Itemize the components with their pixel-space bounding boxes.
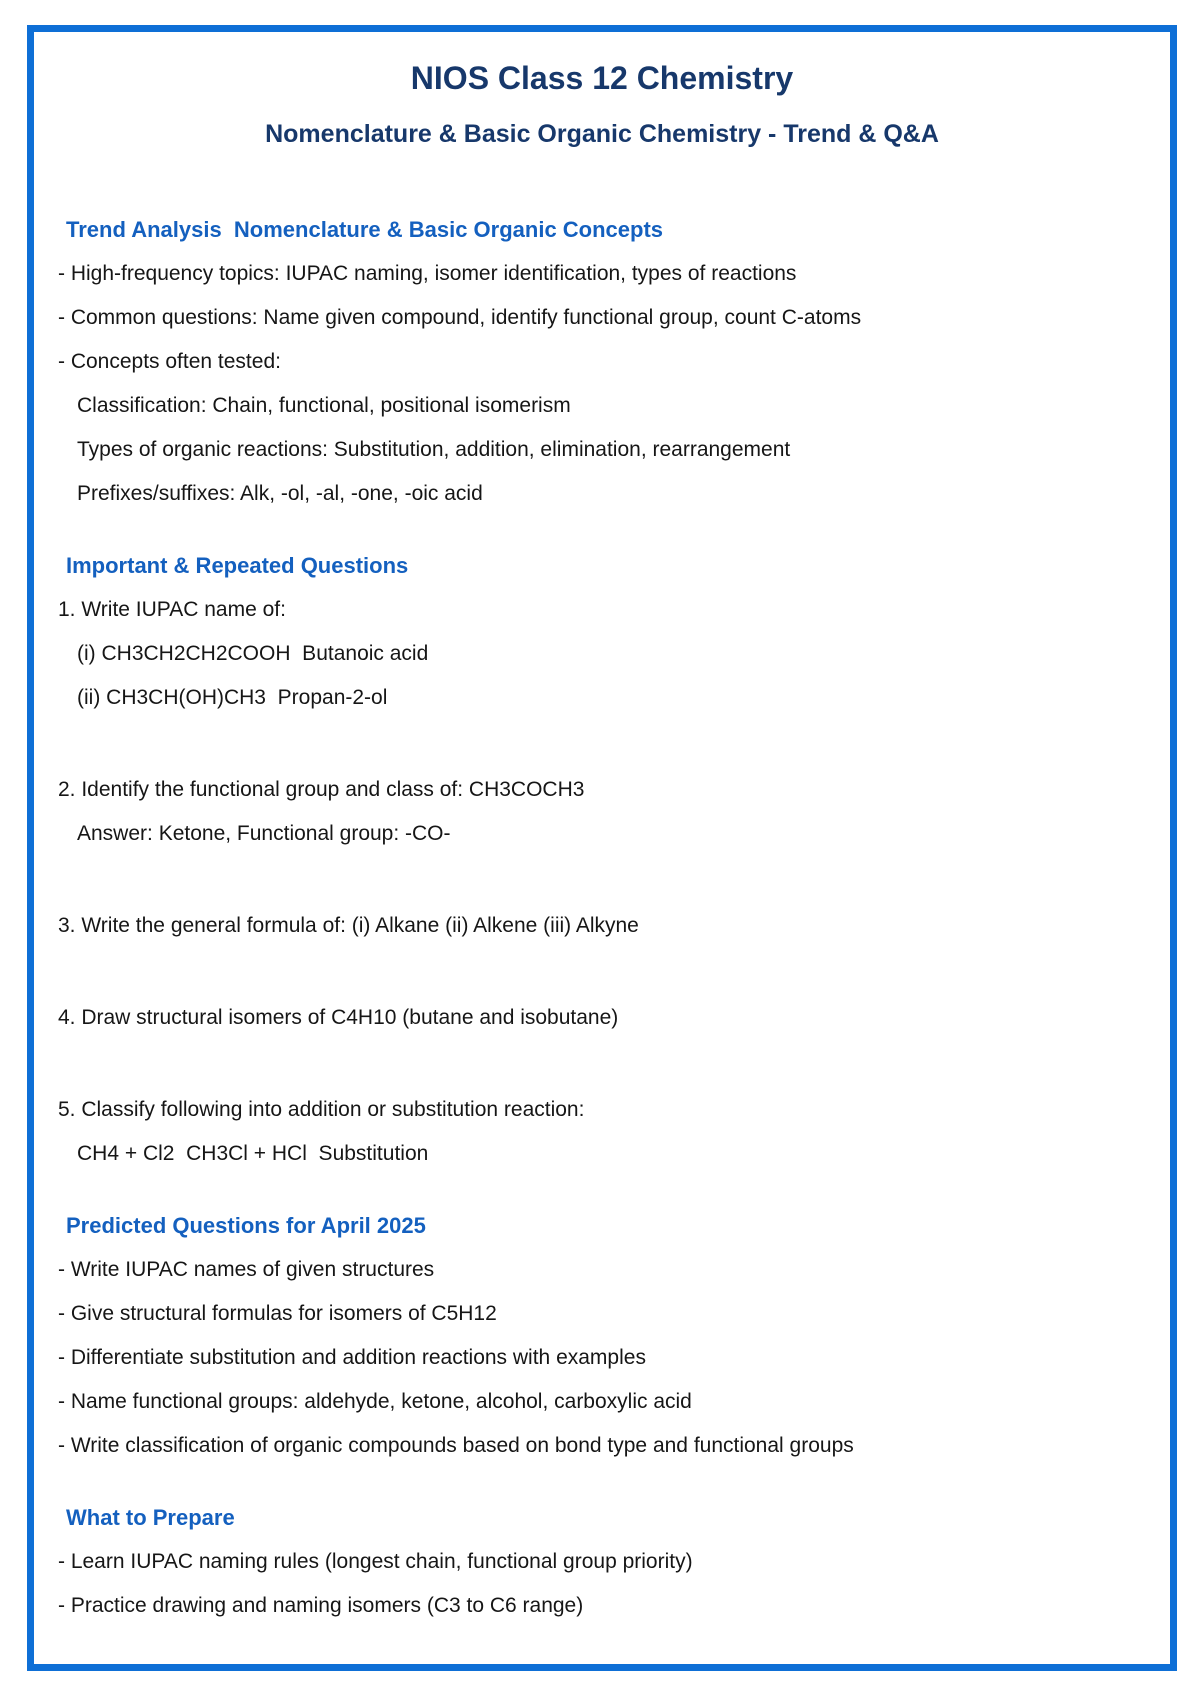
document-page <box>27 25 1177 1671</box>
text-line: - Write classification of organic compounds based on bond type and functional groups <box>58 1434 854 1457</box>
section-heading: What to Prepare <box>66 1505 235 1530</box>
text-line: Prefixes/suffixes: Alk, -ol, -al, -one, -oic acid <box>77 482 483 505</box>
text-line: 5. Classify following into addition or substitution reaction: <box>58 1098 585 1121</box>
text-line: - High-frequency topics: IUPAC naming, isomer identification, types of reactions <box>58 262 797 285</box>
text-line: - Give structural formulas for isomers of C5H12 <box>58 1302 497 1325</box>
text-line: 1. Write IUPAC name of: <box>58 598 286 621</box>
text-line: - Write IUPAC names of given structures <box>58 1258 435 1281</box>
section-heading: Trend Analysis Nomenclature & Basic Organic Concepts <box>66 217 664 242</box>
text-line: - Differentiate substitution and addition reactions with examples <box>58 1346 646 1369</box>
text-line: Types of organic reactions: Substitution, addition, elimination, rearrangement <box>77 438 791 461</box>
section-heading: Predicted Questions for April 2025 <box>66 1213 426 1238</box>
text-line: 3. Write the general formula of: (i) Alkane (ii) Alkene (iii) Alkyne <box>58 914 639 937</box>
text-line: - Practice drawing and naming isomers (C3 to C6 range) <box>58 1594 584 1617</box>
document-body <box>34 150 1170 1628</box>
text-line: Answer: Ketone, Functional group: -CO- <box>77 822 451 845</box>
text-line: - Name functional groups: aldehyde, ketone, alcohol, carboxylic acid <box>58 1390 692 1413</box>
page-title: NIOS Class 12 Chemistry <box>410 60 794 96</box>
section-heading: Important & Repeated Questions <box>66 553 409 578</box>
text-line: - Learn IUPAC naming rules (longest chain, functional group priority) <box>58 1550 693 1573</box>
text-line: 4. Draw structural isomers of C4H10 (butane and isobutane) <box>58 1006 619 1029</box>
text-line: (ii) CH3CH(OH)CH3 Propan-2-ol <box>77 686 388 709</box>
page-subtitle: Nomenclature & Basic Organic Chemistry - Trend & Q&A <box>265 120 939 148</box>
text-line: - Common questions: Name given compound, identify functional group, count C-atoms <box>58 306 862 329</box>
text-line: CH4 + Cl2 CH3Cl + HCl Substitution <box>77 1142 429 1165</box>
text-line: 2. Identify the functional group and class of: CH3COCH3 <box>58 778 585 801</box>
text-line: - Concepts often tested: <box>58 350 281 373</box>
text-line: (i) CH3CH2CH2COOH Butanoic acid <box>77 642 429 665</box>
text-line: Classification: Chain, functional, positional isomerism <box>77 394 571 417</box>
